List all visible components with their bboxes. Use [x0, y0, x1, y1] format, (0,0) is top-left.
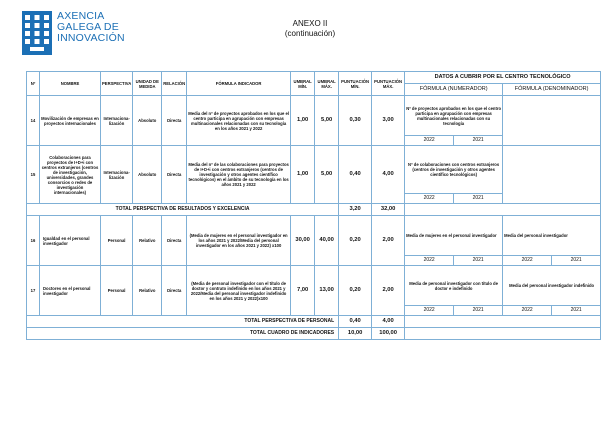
total-empty — [405, 316, 601, 328]
coat-of-arms-icon — [22, 11, 52, 55]
score-min: 0,20 — [339, 216, 372, 266]
total-row-resultados — [27, 204, 601, 216]
indicator-name: Colaboraciones para proyectos de I+D+i con centros extranjeros (centros de investigación, universidades, grandes consorcios o redes de investigación internacionales) — [40, 146, 101, 204]
col-header-punt-max: PUNTUACIÓN MÁX. — [372, 72, 405, 96]
indicator-formula: (Media de personal investigador con el título de doctor y contrato indefinido en los años 2021 y 2022/Media del personal investigador indefinido en los años 2021 y 2022)x100 — [187, 266, 291, 316]
total-min: 3,20 — [339, 204, 372, 216]
indicators-table — [26, 71, 601, 340]
table-row — [27, 266, 601, 306]
indicator-perspective: Personal — [101, 266, 133, 316]
denominator-label: Media del personal investigador — [503, 216, 601, 256]
year-input-num-2022[interactable]: 2022 — [405, 306, 454, 316]
total-label: TOTAL PERSPECTIVA DE RESULTADOS Y EXCELENCIA — [27, 204, 339, 216]
score-max: 4,00 — [372, 146, 405, 204]
indicator-formula: Media del nº de proyectos aprobados en los que el centro participa en agrupación con empresas multinacionales relacionadas con su tecnología en los años 2021 y 2022 — [187, 96, 291, 146]
total-row-cuadro — [27, 328, 601, 340]
col-header-unidad: UNIDAD DE MEDIDA — [133, 72, 162, 96]
total-row-personal — [27, 316, 601, 328]
indicator-relation: Directa — [162, 266, 187, 316]
score-max: 3,00 — [372, 96, 405, 146]
col-header-formula: FÓRMULA INDICADOR — [187, 72, 291, 96]
table-row — [27, 216, 601, 256]
col-header-umbral-min: UMBRAL MÍN. — [291, 72, 315, 96]
document-header — [220, 19, 400, 39]
indicator-name: Movilización de empresas en proyectos internacionales — [40, 96, 101, 146]
table-row — [27, 96, 601, 136]
logo — [22, 11, 182, 63]
year-input-den-2022[interactable]: 2022 — [503, 306, 552, 316]
indicator-relation: Directa — [162, 146, 187, 204]
denominator-empty — [503, 146, 601, 204]
col-header-n: Nº — [27, 72, 40, 96]
indicator-formula: (Media de mujeres en el personal investigador en los años 2021 y 2022/Media del personal investigador en los años 2021 y 2022) x100 — [187, 216, 291, 266]
col-header-relacion: RELACIÓN — [162, 72, 187, 96]
table-row — [27, 146, 601, 194]
indicator-perspective: Internaciona-lización — [101, 146, 133, 204]
indicator-relation: Directa — [162, 96, 187, 146]
col-header-denominador: FÓRMULA (DENOMINADOR) — [503, 84, 601, 96]
indicator-perspective: Personal — [101, 216, 133, 266]
score-min: 0,30 — [339, 96, 372, 146]
year-input-num-2022[interactable]: 2022 — [405, 256, 454, 266]
threshold-min: 7,00 — [291, 266, 315, 316]
numerator-label: Nº de colaboraciones con centros extranjeros (centros de investigación y otros agentes científico tecnológicos) — [405, 146, 503, 194]
numerator-label: Media de personal investigador con título de doctor e indefinido — [405, 266, 503, 306]
row-number: 16 — [27, 216, 40, 266]
indicator-unit: Absoluto — [133, 96, 162, 146]
numerator-label: Media de mujeres en el personal investigador — [405, 216, 503, 256]
row-number: 14 — [27, 96, 40, 146]
denominator-empty — [503, 96, 601, 146]
total-max: 100,00 — [372, 328, 405, 340]
header-row — [27, 72, 601, 84]
indicator-name: Doctores en el personal investigador — [40, 266, 101, 316]
year-input-den-2021[interactable]: 2021 — [552, 306, 601, 316]
indicator-unit: Absoluto — [133, 146, 162, 204]
total-min: 10,00 — [339, 328, 372, 340]
indicator-formula: Media del nº de las colaboraciones para proyectos de I+D+i con centros extranjeros (centros de investigación y otros agentes científico tecnológicos) en el ámbito de su tecnología en los años 2021 y 2022 — [187, 146, 291, 204]
year-input-den-2022[interactable]: 2022 — [503, 256, 552, 266]
row-number: 17 — [27, 266, 40, 316]
year-input-num-2022[interactable]: 2022 — [405, 194, 454, 204]
indicator-unit: Relativo — [133, 216, 162, 266]
score-min: 0,40 — [339, 146, 372, 204]
indicator-name: Igualdad en el personal investigador — [40, 216, 101, 266]
threshold-max: 5,00 — [315, 96, 339, 146]
numerator-label: Nº de proyectos aprobados en los que el centro participa en agrupación con empresas multinacionales relacionadas con su tecnología — [405, 96, 503, 136]
threshold-min: 30,00 — [291, 216, 315, 266]
total-label: TOTAL CUADRO DE INDICADORES — [27, 328, 339, 340]
threshold-max: 5,00 — [315, 146, 339, 204]
year-input-den-2021[interactable]: 2021 — [552, 256, 601, 266]
year-input-num-2021[interactable]: 2021 — [454, 306, 503, 316]
total-empty — [405, 204, 601, 216]
score-min: 0,20 — [339, 266, 372, 316]
logo-line-3: INNOVACIÓN — [57, 32, 125, 44]
total-label: TOTAL PERSPECTIVA DE PERSONAL — [27, 316, 339, 328]
row-number: 15 — [27, 146, 40, 204]
denominator-label: Media del personal investigador indefinido — [503, 266, 601, 306]
threshold-max: 40,00 — [315, 216, 339, 266]
logo-line-1: AXENCIA — [57, 10, 105, 22]
year-input-num-2022[interactable]: 2022 — [405, 136, 454, 146]
indicator-relation: Directa — [162, 216, 187, 266]
annex-title: ANEXO II — [292, 19, 328, 28]
total-max: 4,00 — [372, 316, 405, 328]
col-header-datos: DATOS A CUBRIR POR EL CENTRO TECNOLÓGICO — [405, 72, 601, 84]
indicator-unit: Relativo — [133, 266, 162, 316]
col-header-punt-min: PUNTUACIÓN MÍN. — [339, 72, 372, 96]
total-empty — [405, 328, 601, 340]
indicator-perspective: Internaciona-lización — [101, 96, 133, 146]
year-input-num-2021[interactable]: 2021 — [454, 136, 503, 146]
total-min: 0,40 — [339, 316, 372, 328]
col-header-nombre: NOMBRE — [40, 72, 101, 96]
total-max: 32,00 — [372, 204, 405, 216]
threshold-max: 13,00 — [315, 266, 339, 316]
score-max: 2,00 — [372, 216, 405, 266]
col-header-umbral-max: UMBRAL MÁX. — [315, 72, 339, 96]
year-input-num-2021[interactable]: 2021 — [454, 194, 503, 204]
col-header-perspectiva: PERSPECTIVA — [101, 72, 133, 96]
threshold-min: 1,00 — [291, 96, 315, 146]
year-input-num-2021[interactable]: 2021 — [454, 256, 503, 266]
col-header-numerador: FÓRMULA (NUMERADOR) — [405, 84, 503, 96]
annex-subtitle: (continuación) — [284, 29, 336, 38]
threshold-min: 1,00 — [291, 146, 315, 204]
logo-line-2: GALEGA DE — [57, 21, 119, 33]
score-max: 2,00 — [372, 266, 405, 316]
